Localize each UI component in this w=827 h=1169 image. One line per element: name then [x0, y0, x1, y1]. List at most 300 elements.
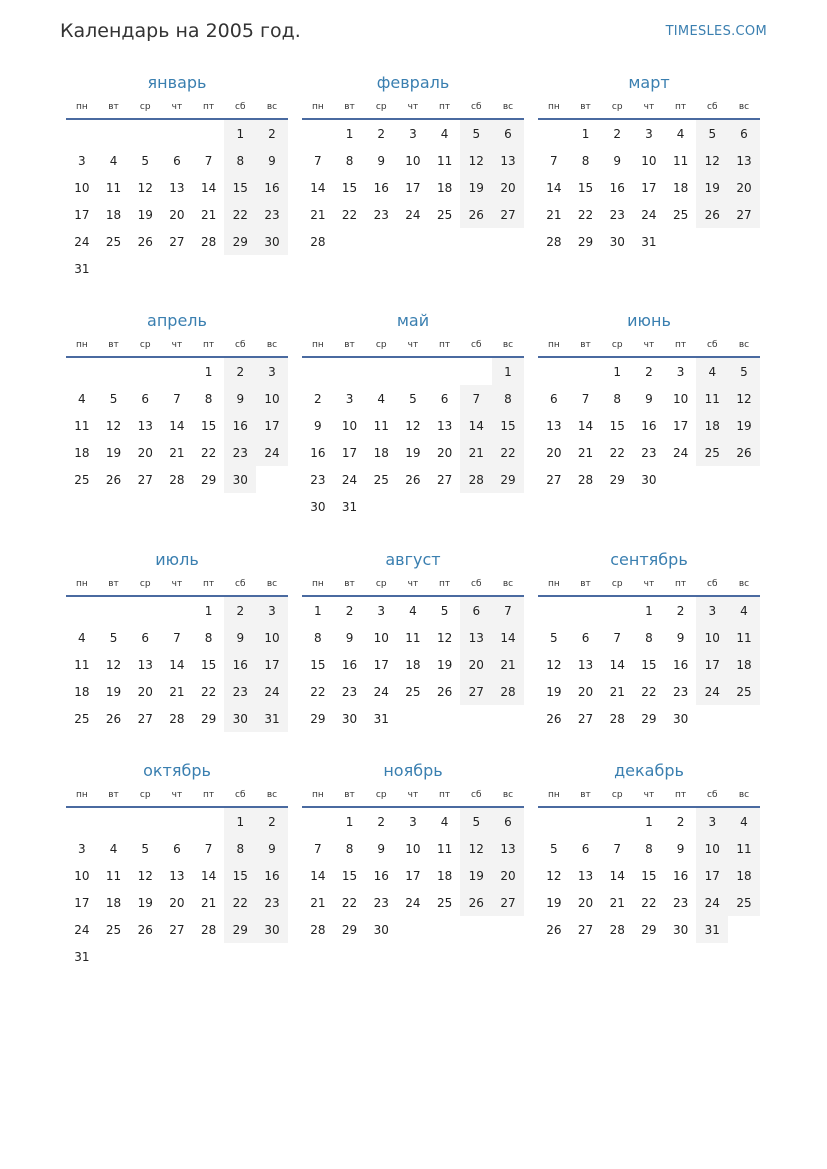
day: 9 — [676, 841, 685, 856]
weekday-label: ср — [139, 102, 151, 112]
weekend-day: 30 — [224, 466, 256, 493]
weekday-label: чт — [407, 102, 419, 112]
day: 28 — [609, 922, 625, 937]
weekday-label: ср — [611, 579, 623, 589]
weekday-label: сб — [235, 790, 246, 800]
day: 12 — [546, 657, 562, 672]
month-3 — [538, 73, 760, 255]
day: 19 — [436, 657, 453, 672]
weekend-day: 23 — [224, 678, 256, 705]
empty-cell — [193, 120, 225, 147]
day: 29 — [641, 711, 657, 726]
month-name: март — [628, 73, 670, 92]
weekday-label: чт — [171, 340, 183, 350]
empty-cell — [538, 120, 570, 147]
day: 3 — [645, 126, 653, 141]
weekend-day: 17 — [256, 412, 288, 439]
weekday-label: пн — [547, 340, 560, 350]
day: 8 — [613, 391, 622, 406]
weekend-day: 9 — [256, 147, 288, 174]
day: 20 — [137, 684, 153, 699]
weekend-day: 8 — [492, 385, 524, 412]
weekend-day: 25 — [728, 889, 760, 916]
day: 15 — [200, 657, 217, 672]
day: 9 — [377, 153, 386, 168]
day: 5 — [440, 603, 449, 618]
weekend-day: 5 — [696, 120, 728, 147]
weekday-label: вт — [344, 340, 355, 350]
day: 18 — [74, 684, 90, 699]
weekday-label: пт — [675, 790, 687, 800]
weekend-day: 7 — [492, 597, 524, 624]
weekend-day: 16 — [224, 412, 256, 439]
day: 10 — [405, 153, 421, 168]
day: 26 — [137, 234, 153, 249]
weekend-day: 3 — [696, 808, 728, 835]
weekend-day: 17 — [696, 651, 728, 678]
day: 23 — [310, 472, 326, 487]
day: 2 — [314, 391, 322, 406]
day: 2 — [377, 814, 386, 829]
day: 11 — [436, 153, 453, 168]
weekday-label: сб — [707, 579, 718, 589]
day: 12 — [436, 630, 453, 645]
day: 5 — [141, 841, 150, 856]
day: 11 — [105, 868, 122, 883]
day: 13 — [137, 418, 153, 433]
day: 23 — [373, 895, 389, 910]
day: 25 — [672, 207, 689, 222]
month-name: май — [396, 311, 430, 330]
day: 27 — [546, 472, 562, 487]
day: 20 — [169, 207, 185, 222]
day: 23 — [672, 684, 689, 699]
weekend-day: 6 — [492, 120, 524, 147]
empty-cell — [601, 597, 633, 624]
weekday-label: сб — [235, 579, 246, 589]
day: 6 — [141, 630, 150, 645]
day: 14 — [609, 868, 625, 883]
weekday-label: чт — [643, 102, 655, 112]
weekend-day: 3 — [256, 597, 288, 624]
day: 1 — [645, 603, 653, 618]
day: 17 — [373, 657, 389, 672]
day: 14 — [310, 868, 326, 883]
weekday-label: чт — [643, 340, 655, 350]
weekend-day: 18 — [728, 651, 760, 678]
empty-cell — [66, 808, 98, 835]
day: 19 — [546, 684, 562, 699]
day: 20 — [577, 895, 594, 910]
weekend-day: 3 — [256, 358, 288, 385]
weekend-day: 15 — [224, 174, 256, 201]
day: 26 — [105, 711, 122, 726]
month-5 — [302, 311, 524, 520]
weekday-label: вс — [738, 790, 750, 800]
day: 19 — [105, 684, 122, 699]
day: 4 — [78, 630, 86, 645]
weekend-day: 31 — [696, 916, 728, 943]
weekday-header — [302, 784, 524, 806]
weekday-label: пт — [203, 579, 215, 589]
month-name: февраль — [376, 73, 450, 92]
weekday-label: ср — [139, 340, 151, 350]
day: 29 — [641, 922, 657, 937]
empty-cell — [161, 808, 193, 835]
weekday-label: сб — [235, 102, 246, 112]
weekday-header — [66, 573, 288, 595]
weekend-day: 9 — [224, 385, 256, 412]
day: 25 — [74, 472, 90, 487]
day: 4 — [409, 603, 417, 618]
weekend-day: 20 — [492, 862, 524, 889]
weekday-label: вс — [266, 102, 278, 112]
day: 20 — [169, 895, 185, 910]
day: 7 — [581, 391, 590, 406]
weekday-label: пт — [439, 340, 451, 350]
weekend-day: 27 — [460, 678, 492, 705]
month-4 — [66, 311, 288, 493]
day: 27 — [169, 234, 185, 249]
day: 4 — [440, 126, 449, 141]
weekday-label: вт — [108, 340, 119, 350]
weekend-day: 21 — [492, 651, 524, 678]
weekday-label: ср — [139, 790, 151, 800]
weekday-label: пн — [75, 340, 88, 350]
day: 18 — [373, 445, 389, 460]
day: 23 — [641, 445, 657, 460]
day: 17 — [405, 180, 421, 195]
weekday-label: пт — [203, 340, 215, 350]
day: 21 — [169, 684, 185, 699]
weekend-day: 1 — [224, 808, 256, 835]
day: 26 — [546, 922, 562, 937]
weekday-label: сб — [471, 579, 482, 589]
day: 14 — [310, 180, 326, 195]
day: 13 — [577, 868, 594, 883]
day: 31 — [373, 711, 389, 726]
weekday-label: сб — [471, 340, 482, 350]
day: 13 — [137, 657, 153, 672]
day: 24 — [672, 445, 689, 460]
weekend-day: 6 — [492, 808, 524, 835]
day: 30 — [310, 499, 326, 514]
month-name: декабрь — [614, 761, 684, 780]
day: 16 — [641, 418, 657, 433]
day: 24 — [641, 207, 657, 222]
weekend-day: 26 — [460, 889, 492, 916]
weekday-label: вт — [344, 102, 355, 112]
weekday-label: ср — [375, 579, 387, 589]
weekday-label: сб — [707, 102, 718, 112]
weekday-header — [66, 96, 288, 118]
day: 4 — [109, 153, 118, 168]
day: 22 — [310, 684, 326, 699]
day: 17 — [74, 895, 90, 910]
weekday-header — [538, 334, 760, 356]
day: 31 — [74, 949, 90, 964]
weekday-label: чт — [171, 102, 183, 112]
day: 13 — [577, 657, 594, 672]
day: 14 — [200, 180, 217, 195]
day: 21 — [310, 895, 326, 910]
day-grid — [66, 358, 288, 493]
day: 10 — [405, 841, 421, 856]
weekend-day: 3 — [696, 597, 728, 624]
day: 28 — [200, 922, 217, 937]
day: 18 — [105, 207, 122, 222]
month-name: ноябрь — [383, 761, 443, 780]
weekday-label: пн — [75, 579, 88, 589]
day: 10 — [74, 180, 90, 195]
day: 11 — [105, 180, 122, 195]
day: 4 — [109, 841, 118, 856]
day: 7 — [613, 841, 622, 856]
weekday-header — [538, 96, 760, 118]
day-grid — [66, 597, 288, 732]
empty-cell — [98, 808, 130, 835]
day: 27 — [436, 472, 453, 487]
day-grid — [302, 358, 524, 520]
weekend-day: 11 — [696, 385, 728, 412]
weekday-label: пт — [675, 579, 687, 589]
day: 22 — [200, 684, 217, 699]
day: 7 — [204, 153, 213, 168]
weekday-label: вт — [108, 102, 119, 112]
empty-cell — [538, 597, 570, 624]
day: 25 — [436, 895, 453, 910]
empty-cell — [365, 358, 397, 385]
day: 30 — [672, 922, 689, 937]
day: 1 — [613, 364, 622, 379]
day: 23 — [609, 207, 625, 222]
weekday-label: пн — [311, 102, 324, 112]
weekend-day: 29 — [492, 466, 524, 493]
weekend-day: 24 — [256, 439, 288, 466]
month-name: апрель — [147, 311, 207, 330]
day: 17 — [405, 868, 421, 883]
day: 25 — [373, 472, 389, 487]
day: 19 — [137, 207, 153, 222]
day: 21 — [200, 895, 217, 910]
month-7 — [66, 550, 288, 732]
month-9 — [538, 550, 760, 732]
day: 16 — [341, 657, 358, 672]
day: 21 — [200, 207, 217, 222]
day: 16 — [672, 657, 689, 672]
month-11 — [302, 761, 524, 943]
day-grid — [302, 808, 524, 943]
day: 12 — [105, 418, 122, 433]
day: 23 — [373, 207, 389, 222]
day: 25 — [405, 684, 421, 699]
weekend-day: 22 — [224, 201, 256, 228]
day: 14 — [169, 418, 185, 433]
weekend-day: 28 — [492, 678, 524, 705]
weekday-label: пн — [311, 340, 324, 350]
weekend-day: 10 — [696, 835, 728, 862]
weekend-day: 18 — [696, 412, 728, 439]
day: 6 — [141, 391, 150, 406]
weekend-day: 16 — [256, 174, 288, 201]
weekend-day: 30 — [256, 916, 288, 943]
day: 17 — [341, 445, 358, 460]
weekend-day: 2 — [224, 597, 256, 624]
day: 14 — [609, 657, 625, 672]
empty-cell — [98, 597, 130, 624]
day: 28 — [169, 472, 185, 487]
day: 22 — [341, 895, 358, 910]
day: 5 — [109, 391, 118, 406]
day: 3 — [409, 814, 417, 829]
day: 14 — [169, 657, 185, 672]
weekend-day: 4 — [728, 597, 760, 624]
day: 22 — [200, 445, 217, 460]
day: 7 — [550, 153, 558, 168]
day: 22 — [577, 207, 594, 222]
day: 25 — [105, 234, 122, 249]
day: 8 — [204, 391, 213, 406]
weekend-day: 9 — [256, 835, 288, 862]
weekend-day: 8 — [224, 835, 256, 862]
day: 16 — [373, 180, 389, 195]
day: 8 — [645, 630, 653, 645]
day: 29 — [200, 472, 217, 487]
weekday-label: вс — [738, 102, 750, 112]
day: 15 — [341, 868, 358, 883]
weekend-day: 1 — [492, 358, 524, 385]
weekend-day: 18 — [728, 862, 760, 889]
month-1 — [66, 73, 288, 282]
day: 24 — [341, 472, 358, 487]
weekday-label: чт — [171, 579, 183, 589]
empty-cell — [161, 597, 193, 624]
weekday-label: пт — [675, 102, 687, 112]
day: 25 — [74, 711, 90, 726]
day: 14 — [577, 418, 594, 433]
empty-cell — [129, 808, 161, 835]
weekend-day: 2 — [224, 358, 256, 385]
weekday-label: ср — [611, 340, 623, 350]
weekend-day: 20 — [460, 651, 492, 678]
month-6 — [538, 311, 760, 493]
weekend-day: 5 — [460, 808, 492, 835]
day: 2 — [377, 126, 386, 141]
day: 24 — [74, 234, 90, 249]
weekend-day: 6 — [728, 120, 760, 147]
day-grid — [538, 120, 760, 255]
day: 5 — [550, 841, 558, 856]
empty-cell — [161, 120, 193, 147]
weekday-header — [538, 573, 760, 595]
day: 30 — [641, 472, 657, 487]
day: 7 — [314, 841, 322, 856]
day: 13 — [546, 418, 562, 433]
empty-cell — [397, 358, 429, 385]
weekend-day: 25 — [728, 678, 760, 705]
day: 5 — [550, 630, 558, 645]
month-name: сентябрь — [610, 550, 688, 569]
day: 3 — [409, 126, 417, 141]
weekday-label: ср — [375, 340, 387, 350]
weekday-label: пн — [547, 579, 560, 589]
day: 1 — [204, 364, 213, 379]
empty-cell — [98, 358, 130, 385]
weekend-day: 17 — [256, 651, 288, 678]
day: 9 — [676, 630, 685, 645]
day-grid — [538, 358, 760, 493]
day: 26 — [436, 684, 453, 699]
day: 7 — [173, 630, 181, 645]
day: 28 — [310, 234, 326, 249]
day: 15 — [310, 657, 326, 672]
day: 21 — [169, 445, 185, 460]
weekday-label: вс — [502, 340, 514, 350]
weekday-label: ср — [611, 102, 623, 112]
day: 12 — [105, 657, 122, 672]
month-name: октябрь — [143, 761, 211, 780]
day: 15 — [609, 418, 625, 433]
day: 27 — [577, 711, 594, 726]
day: 5 — [109, 630, 118, 645]
empty-cell — [302, 358, 334, 385]
weekend-day: 19 — [728, 412, 760, 439]
weekday-label: сб — [707, 340, 718, 350]
weekend-day: 30 — [256, 228, 288, 255]
weekend-day: 16 — [224, 651, 256, 678]
day: 13 — [169, 180, 185, 195]
weekend-day: 13 — [460, 624, 492, 651]
weekday-label: вс — [502, 102, 514, 112]
day: 21 — [310, 207, 326, 222]
empty-cell — [66, 597, 98, 624]
day: 27 — [137, 711, 153, 726]
day: 8 — [581, 153, 590, 168]
weekend-day: 2 — [256, 808, 288, 835]
weekend-day: 27 — [728, 201, 760, 228]
day: 28 — [169, 711, 185, 726]
weekday-label: вс — [502, 579, 514, 589]
weekday-header — [66, 334, 288, 356]
weekday-label: вс — [738, 579, 750, 589]
day: 28 — [577, 472, 594, 487]
empty-cell — [538, 358, 570, 385]
weekday-label: вт — [344, 790, 355, 800]
empty-cell — [66, 358, 98, 385]
day: 18 — [436, 180, 453, 195]
day: 14 — [200, 868, 217, 883]
day-grid — [66, 120, 288, 282]
day: 26 — [405, 472, 421, 487]
weekend-day: 27 — [492, 201, 524, 228]
day: 17 — [74, 207, 90, 222]
site-link[interactable]: TIMESLES.COM — [665, 24, 767, 39]
weekday-label: вс — [266, 790, 278, 800]
day: 6 — [173, 841, 181, 856]
day: 18 — [405, 657, 421, 672]
weekend-day: 26 — [696, 201, 728, 228]
day: 16 — [672, 868, 689, 883]
weekend-day: 14 — [460, 412, 492, 439]
day: 27 — [577, 922, 594, 937]
day: 6 — [550, 391, 558, 406]
day: 16 — [609, 180, 625, 195]
weekday-label: чт — [643, 579, 655, 589]
day: 21 — [546, 207, 562, 222]
weekday-label: пт — [203, 102, 215, 112]
weekend-day: 13 — [728, 147, 760, 174]
day: 15 — [641, 868, 657, 883]
